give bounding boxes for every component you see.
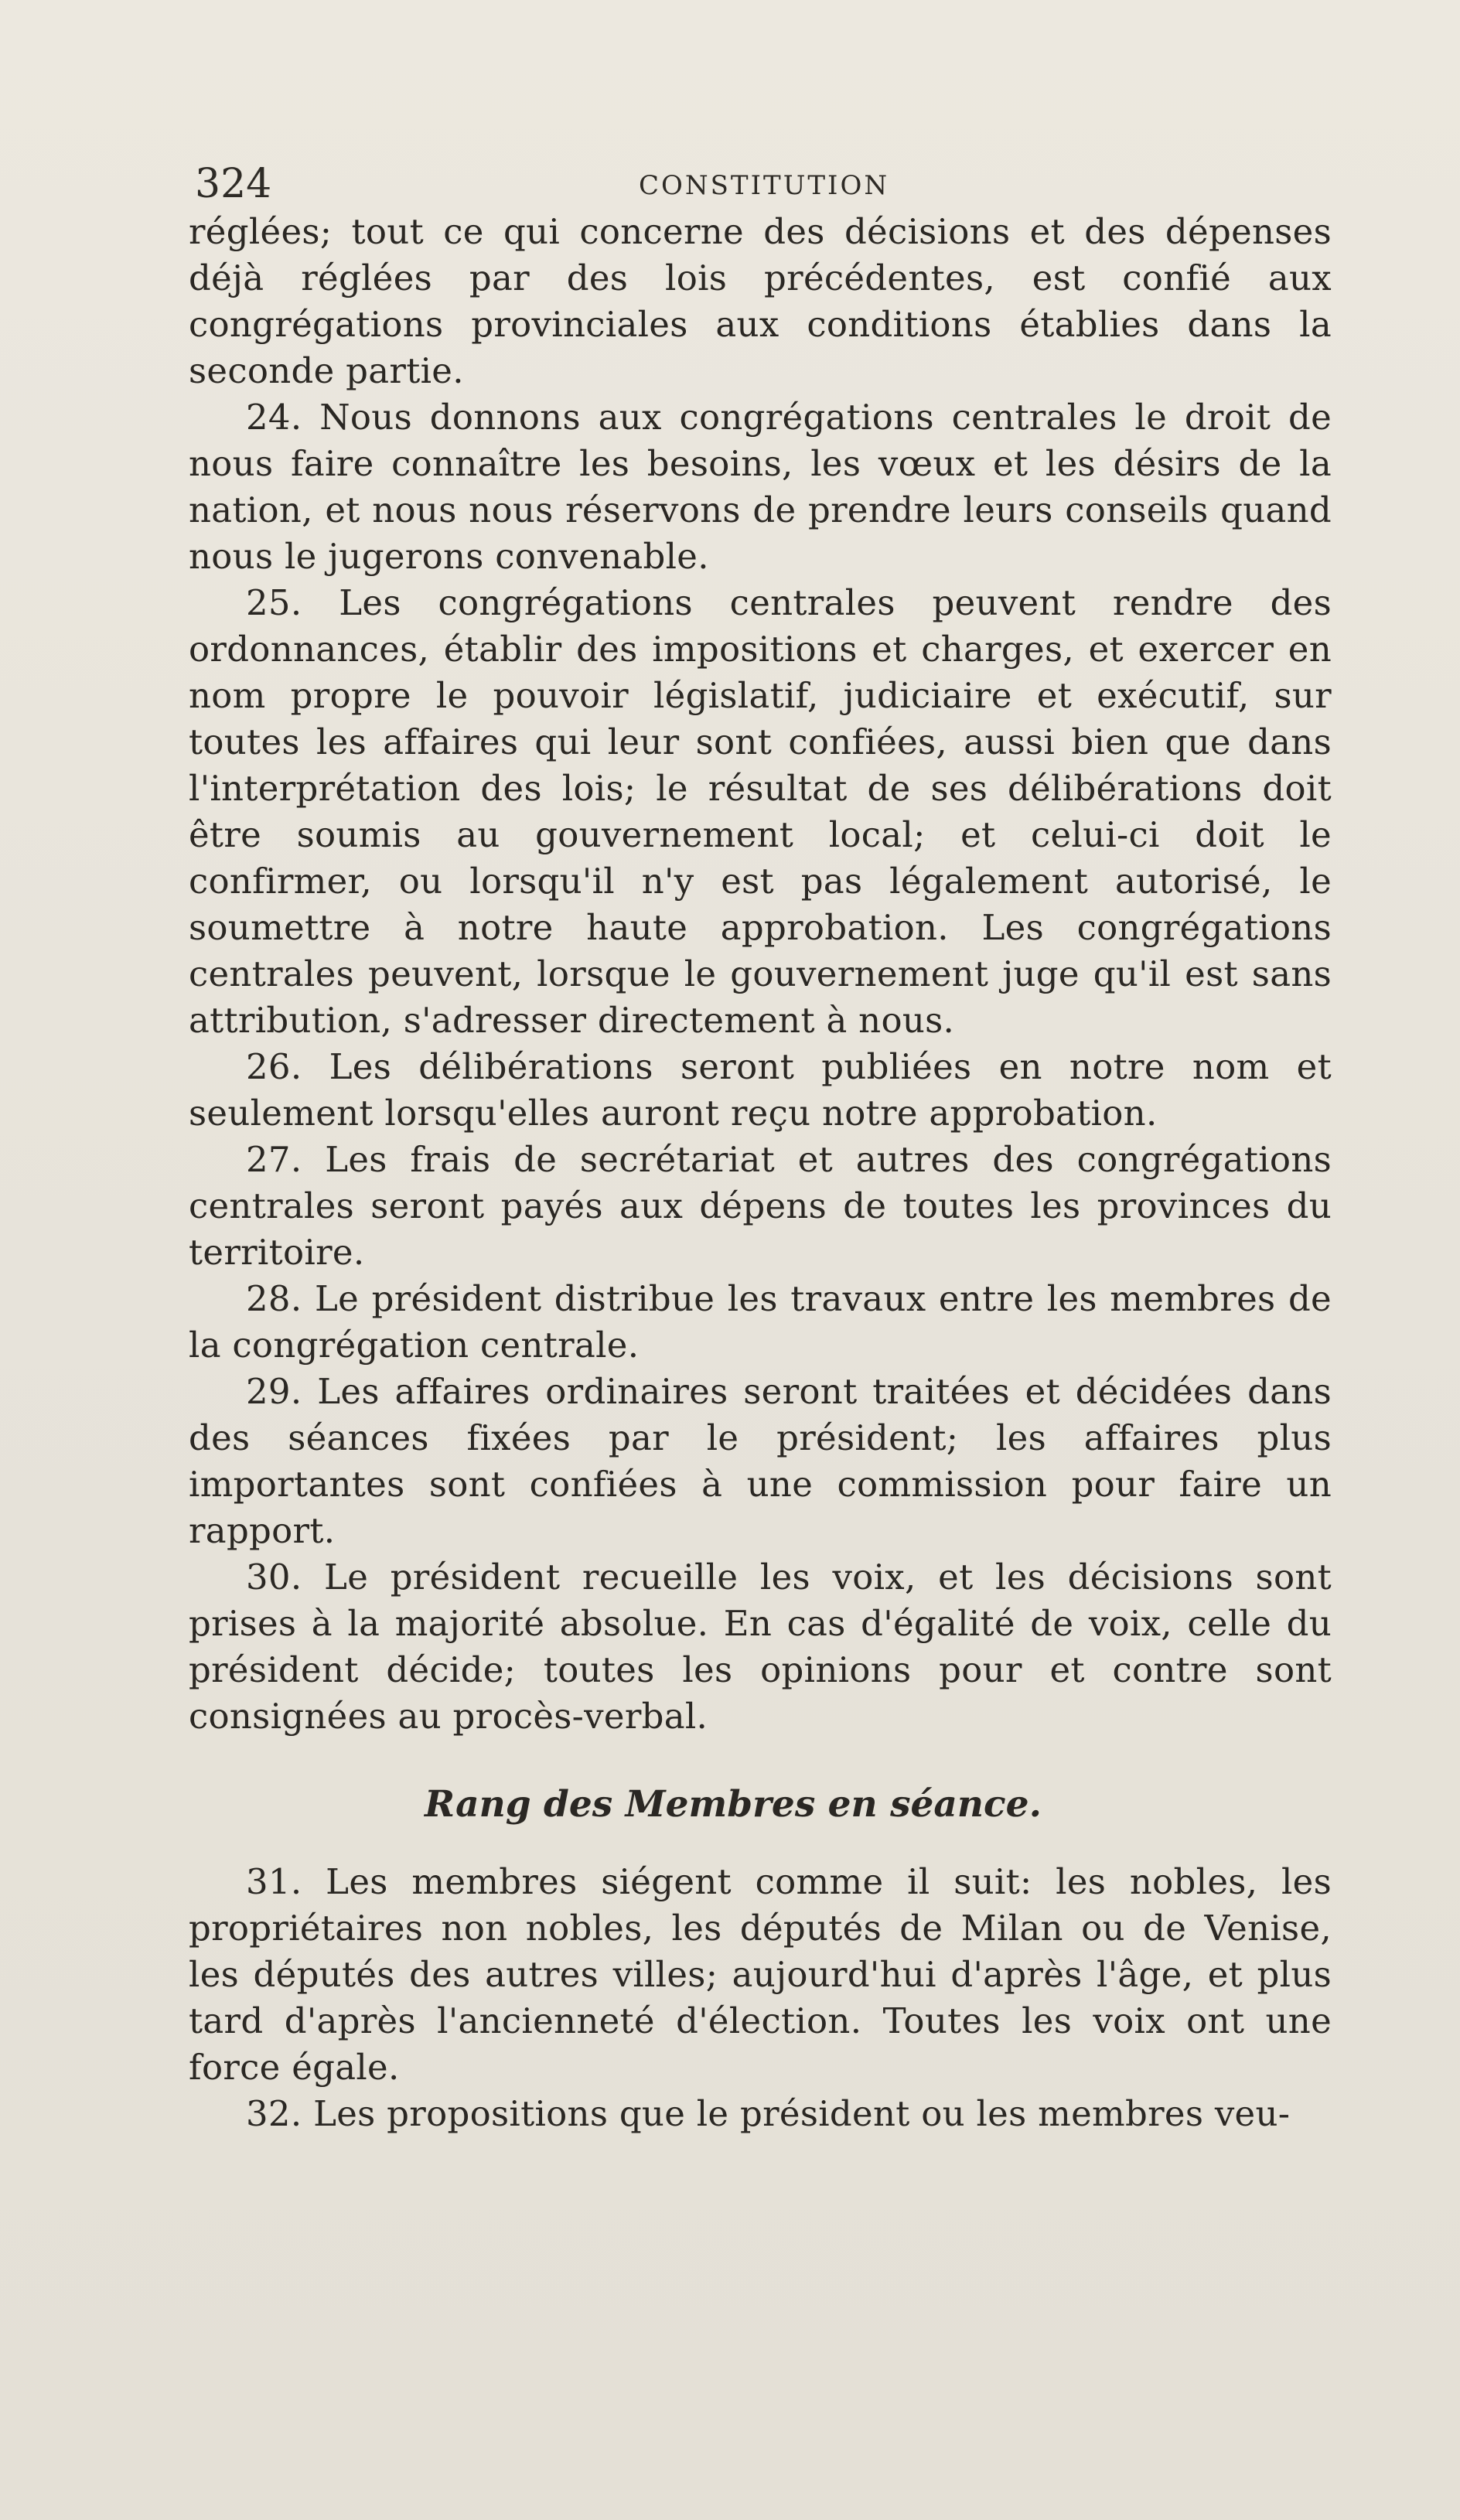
article-24: 24. Nous donnons aux congrégations centrales le droit de nous faire connaître les besoins, les vœux et les désirs de la nation, et nous nous réservons de prendre leurs conseils quand nous le jugerons convenable.: [189, 397, 1332, 577]
article-29: 29. Les affaires ordinaires seront traitées et décidées dans des séances fixées par le président; les affaires plus importantes sont confiées à une commission pour faire un rapport.: [189, 1371, 1332, 1551]
article-32: 32. Les propositions que le président ou les membres veu-: [246, 2093, 1291, 2134]
page-body: [189, 209, 1332, 2137]
page-header: [195, 161, 1339, 207]
article-31: 31. Les membres siégent comme il suit: les nobles, les propriétaires non nobles, les députés de Milan ou de Venise, les députés des autres villes; aujourd'hui d'après l'âge, et plus tard d'après l'ancienneté d'élection. Toutes les voix ont une force égale.: [189, 1861, 1332, 2088]
article-30: 30. Le président recueille les voix, et les décisions sont prises à la majorité absolue. En cas d'égalité de voix, celle du président décide; toutes les opinions pour et contre sont consignées au procès-verbal.: [189, 1557, 1332, 1737]
paragraph-continued: réglées; tout ce qui concerne des décisions et des dépenses déjà réglées par des lois précédentes, est confié aux congrégations provinciales aux conditions établies dans la seconde partie.: [189, 211, 1332, 391]
page-number: 324: [195, 161, 272, 207]
article-27: 27. Les frais de secrétariat et autres des congrégations centrales seront payés aux dépens de toutes les provinces du territoire.: [189, 1139, 1332, 1273]
article-28: 28. Le président distribue les travaux entre les membres de la congrégation centrale.: [189, 1278, 1332, 1366]
section-title: Rang des Membres en séance.: [425, 1783, 1042, 1826]
article-25: 25. Les congrégations centrales peuvent rendre des ordonnances, établir des impositions et charges, et exercer en nom propre le pouvoir législatif, judiciaire et exécutif, sur toutes les affaires qui leur sont confiées, aussi bien que dans l'interprétation des lois; le résultat de ses délibérations doit être soumis au gouvernement local; et celui-ci doit le confirmer, ou lorsqu'il n'y est pas légalement autorisé, le soumettre à notre haute approbation. Les congrégations centrales peuvent, lorsque le gouvernement juge qu'il est sans attribution, s'adresser directement à nous.: [189, 582, 1332, 1041]
running-title: CONSTITUTION: [639, 170, 890, 201]
article-26: 26. Les délibérations seront publiées en notre nom et seulement lorsqu'elles auront reçu notre approbation.: [189, 1046, 1332, 1134]
